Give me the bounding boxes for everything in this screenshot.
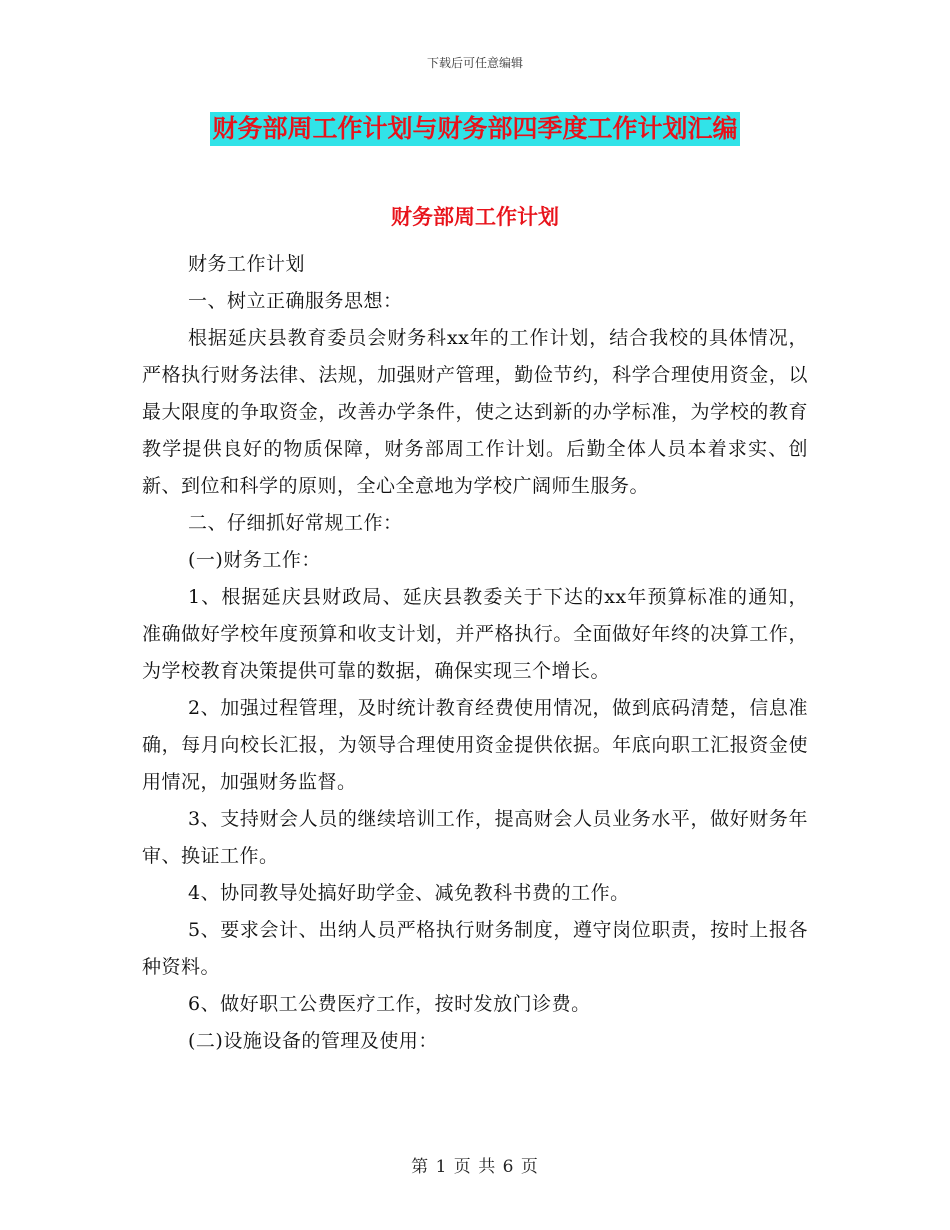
paragraph: 财务工作计划 <box>188 253 306 275</box>
paragraph: 3、支持财会人员的继续培训工作，提高财会人员业务水平，做好财务年审、换证工作。 <box>142 808 808 867</box>
paragraph: 2、加强过程管理，及时统计教育经费使用情况，做到底码清楚，信息准确，每月向校长汇报，为领导合理使用资金提供依据。年底向职工汇报资金使用情况，加强财务监督。 <box>142 697 808 793</box>
paragraph: 根据延庆县教育委员会财务科xx年的工作计划，结合我校的具体情况，严格执行财务法律、法规，加强财产管理，勤俭节约，科学合理使用资金，以最大限度的争取资金，改善办学条件，使之达到新的办学标准，为学校的教育教学提供良好的物质保障，财务部周工作计划。后勤全体人员本着求实、创新、到位和科学的原则，全心全意地为学校广阔师生服务。 <box>142 327 808 497</box>
header-note: 下载后可任意编辑 <box>426 56 523 70</box>
paragraph: 6、做好职工公费医疗工作，按时发放门诊费。 <box>188 993 591 1015</box>
paragraph: 1、根据延庆县财政局、延庆县教委关于下达的xx年预算标准的通知，准确做好学校年度预算和收支计划，并严格执行。全面做好年终的决算工作，为学校教育决策提供可靠的数据，确保实现三个增长。 <box>142 586 808 682</box>
paragraph: 一、树立正确服务思想： <box>188 290 403 312</box>
section-title: 财务部周工作计划 <box>391 205 559 229</box>
page-number-footer: 第 1 页 共 6 页 <box>411 1157 539 1177</box>
paragraph: 5、要求会计、出纳人员严格执行财务制度，遵守岗位职责，按时上报各种资料。 <box>142 919 808 978</box>
paragraph: 二、仔细抓好常规工作： <box>188 512 403 534</box>
paragraph: (二)设施设备的管理及使用： <box>188 1030 438 1052</box>
paragraph: 4、协同教导处搞好助学金、减免教科书费的工作。 <box>188 882 630 904</box>
paragraph: (一)财务工作： <box>188 549 321 571</box>
document-body <box>142 246 808 1060</box>
main-title-wrap <box>0 112 950 146</box>
main-title: 财务部周工作计划与财务部四季度工作计划汇编 <box>210 112 739 146</box>
